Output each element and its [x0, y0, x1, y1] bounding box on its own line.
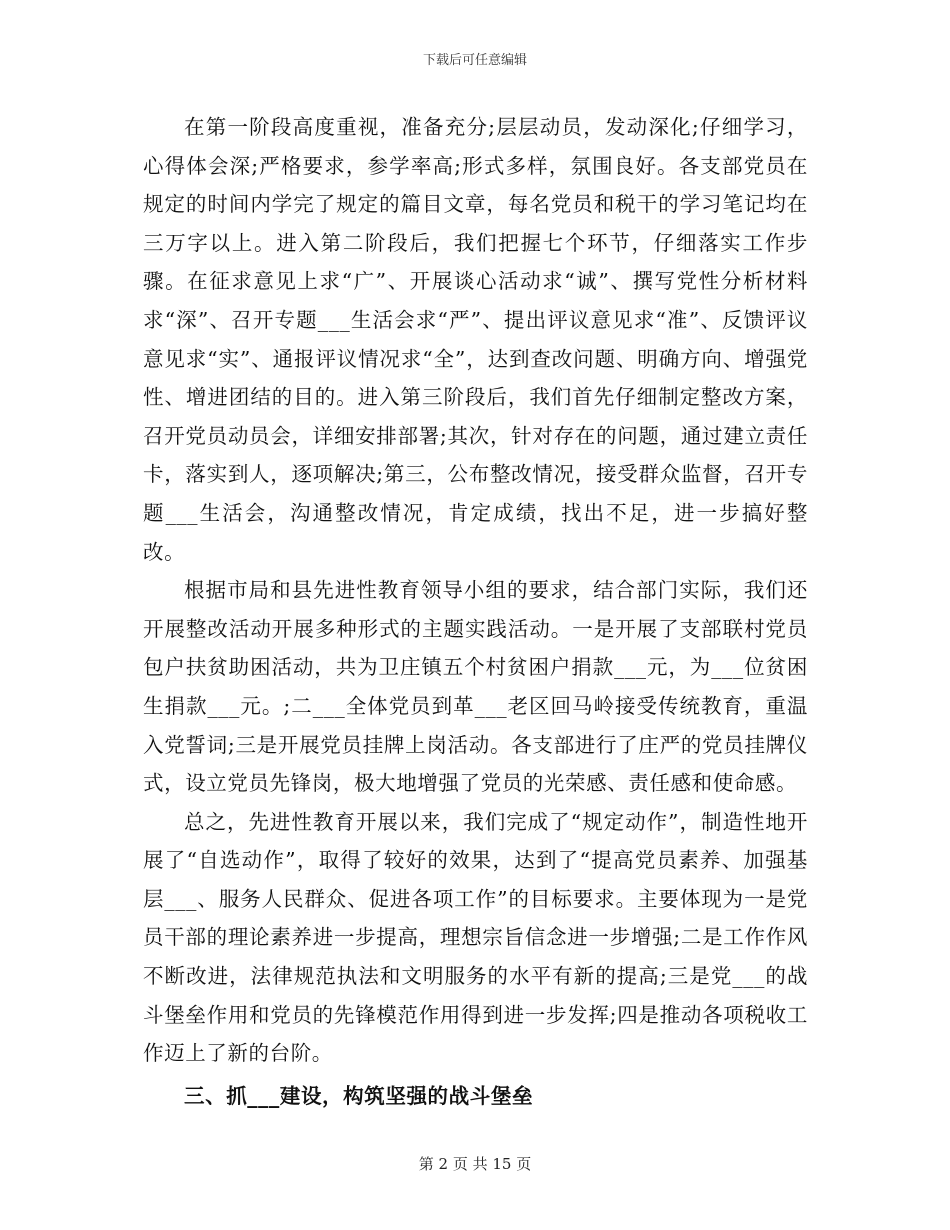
paragraph-3: 总之，先进性教育开展以来，我们完成了“规定动作”，制造性地开展了“自选动作”，取得了较好的效果，达到了“提高党员素养、加强基层___、服务人民群众、促进各项工作”的目标要求。主要体现为一是党员干部的理论素养进一步提高，理想宗旨信念进一步增强;二是工作作风不断改进，法律规范执法和文明服务的水平有新的提高;三是党___的战斗堡垒作用和党员的先锋模范作用得到进一步发挥;四是推动各项税收工作迈上了新的台阶。 [143, 809, 808, 1066]
page-header: 下载后可任意编辑 [422, 53, 527, 68]
page-number: 第 2 页 共 15 页 [418, 1155, 532, 1173]
paragraph-1: 在第一阶段高度重视，准备充分;层层动员，发动深化;仔细学习，心得体会深;严格要求，参学率高;形式多样，氛围良好。各支部党员在规定的时间内学完了规定的篇目文章，每名党员和税干的学习笔记均在三万字以上。进入第二阶段后，我们把握七个环节，仔细落实工作步骤。在征求意见上求“广”、开展谈心活动求“诚”、撰写党性分析材料求“深”、召开专题___生活会求“严”、提出评议意见求“准”、反馈评议意见求“实”、通报评议情况求“全”，达到查改问题、明确方向、增强党性、增进团结的目的。进入第三阶段后，我们首先仔细制定整改方案，召开党员动员会，详细安排部署;其次，针对存在的问题，通过建立责任卡，落实到人，逐项解决;第三，公布整改情况，接受群众监督，召开专题___生活会，沟通整改情况，肯定成绩，找出不足，进一步搞好整改。 [143, 115, 808, 564]
section-heading: 三、抓___建设，构筑坚强的战斗堡垒 [184, 1083, 534, 1108]
document-body [143, 108, 808, 1115]
paragraph-2: 根据市局和县先进性教育领导小组的要求，结合部门实际，我们还开展整改活动开展多种形式的主题实践活动。一是开展了支部联村党员包户扶贫助困活动，共为卫庄镇五个村贫困户捐款___元，为___位贫困生捐款___元。;二___全体党员到革___老区回马岭接受传统教育，重温入党誓词;三是开展党员挂牌上岗活动。各支部进行了庄严的党员挂牌仪式，设立党员先锋岗，极大地增强了党员的光荣感、责任感和使命感。 [143, 578, 808, 796]
